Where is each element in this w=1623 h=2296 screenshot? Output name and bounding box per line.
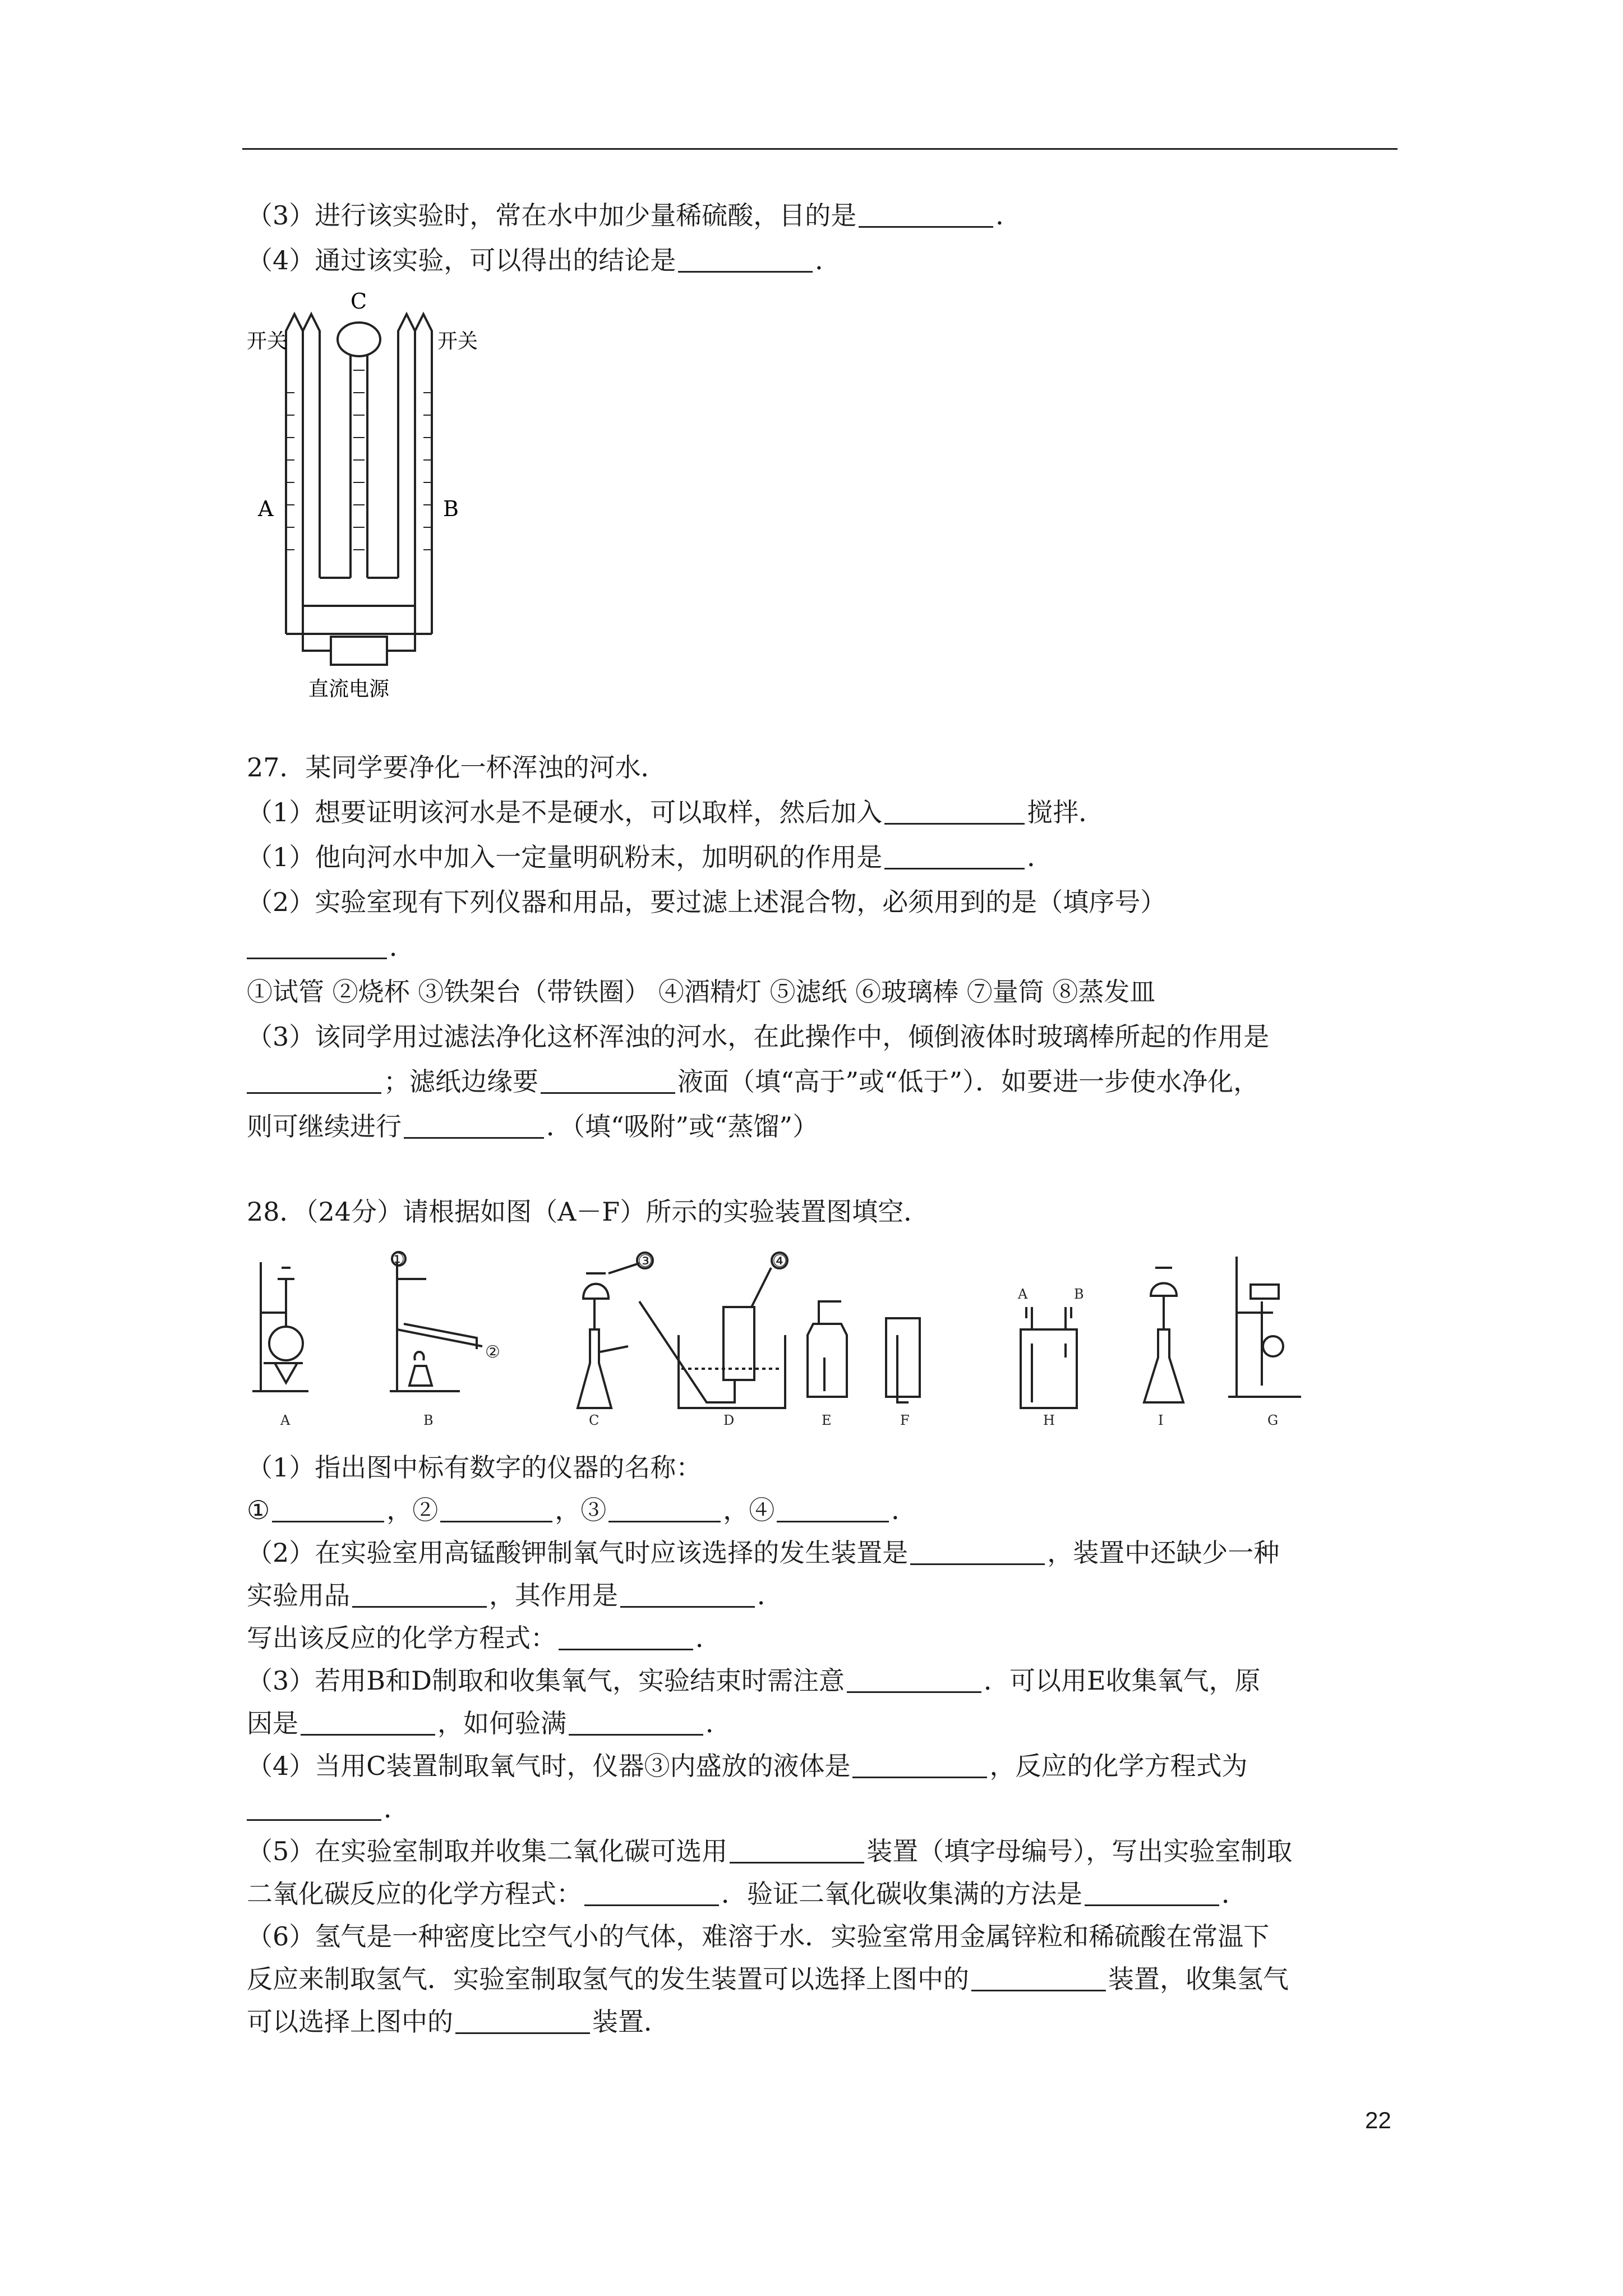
- answer-blank[interactable]: [272, 1495, 384, 1522]
- apparatus-label-i: I: [1158, 1412, 1164, 1428]
- q28-part6c: 可以选择上图中的 装置．: [247, 2007, 670, 2037]
- answer-blank[interactable]: [584, 1879, 719, 1906]
- apparatus-label-a: A: [280, 1412, 291, 1428]
- answer-blank[interactable]: [910, 1538, 1045, 1565]
- label-power-supply: 直流电源: [308, 678, 390, 701]
- answer-blank[interactable]: [859, 200, 993, 228]
- answer-blank[interactable]: [352, 1580, 487, 1608]
- answer-blank[interactable]: [884, 797, 1025, 825]
- q27-title: 27．某同学要净化一杯浑浊的河水．: [247, 752, 667, 783]
- answer-blank[interactable]: [569, 1708, 703, 1736]
- q28-part6b: 反应来制取氢气．实验室制取氢气的发生装置可以选择上图中的 装置，收集氢气: [247, 1964, 1289, 1994]
- label-switch-right: 开关: [437, 330, 478, 353]
- q28-part5a: （5）在实验室制取并收集二氧化碳可选用 装置（填字母编号），写出实验室制取: [247, 1836, 1293, 1866]
- answer-blank[interactable]: [608, 1495, 721, 1522]
- q27-part2-answer: ．: [247, 924, 1396, 969]
- q28-part2c: 写出该反应的化学方程式： ．: [247, 1623, 721, 1653]
- apparatus-label-c: C: [589, 1412, 600, 1428]
- answer-blank[interactable]: [1085, 1879, 1219, 1906]
- q28-part5b: 二氧化碳反应的化学方程式： ．验证二氧化碳收集满的方法是 ．: [247, 1879, 1247, 1909]
- q28-part1: （1）指出图中标有数字的仪器的名称：: [247, 1452, 702, 1483]
- circled-label-2: ②: [485, 1342, 500, 1362]
- q27-part3a: （3）该同学用过滤法净化这杯浑浊的河水，在此操作中，倾倒液体时玻璃棒所起的作用是: [247, 1022, 1270, 1052]
- circled-label-3: ③: [638, 1251, 653, 1271]
- apparatus-label-d: D: [723, 1412, 735, 1428]
- h-port-label-a: A: [1018, 1286, 1028, 1302]
- header-rule: [242, 148, 1398, 150]
- answer-blank[interactable]: [455, 2007, 590, 2034]
- answer-blank[interactable]: [971, 1964, 1106, 1991]
- q28-part2b: 实验用品 ，其作用是 ．: [247, 1580, 783, 1611]
- answer-blank[interactable]: [620, 1580, 755, 1608]
- q27-part1b: （1）他向河水中加入一定量明矾粉末，加明矾的作用是 ．: [247, 842, 1053, 872]
- q28-part6a: （6）氢气是一种密度比空气小的气体，难溶于水．实验室常用金属锌粒和稀硫酸在常温下: [247, 1921, 1270, 1952]
- answer-blank[interactable]: [559, 1623, 693, 1650]
- q27-part3b: ；滤纸边缘要 液面（填“高于”或“低于”）．如要进一步使水净化，: [247, 1059, 1396, 1104]
- q28-part1-answers: ① ，② ，③ ，④ ．: [247, 1495, 917, 1525]
- q26-part4: （4）通过该实验，可以得出的结论是 ．: [247, 245, 841, 275]
- answer-blank[interactable]: [730, 1836, 864, 1864]
- answer-blank[interactable]: [852, 1751, 987, 1778]
- q27-part1a: （1）想要证明该河水是不是硬水，可以取样，然后加入 搅拌．: [247, 797, 1105, 827]
- lab-apparatus-figure: [247, 1245, 1380, 1436]
- circled-label-1: ①: [390, 1250, 405, 1269]
- q26-part3: （3）进行该实验时，常在水中加少量稀硫酸，目的是 ．: [247, 200, 1022, 231]
- q28-part4a: （4）当用C装置制取氧气时，仪器③内盛放的液体是 ，反应的化学方程式为: [247, 1751, 1248, 1781]
- q28-part4b: ．: [247, 1786, 1396, 1831]
- q28-part3a: （3）若用B和D制取和收集氧气，实验结束时需注意 ．可以用E收集氧气，原: [247, 1665, 1261, 1696]
- electrolysis-apparatus-figure: [247, 292, 494, 707]
- q28-title: 28．（24分）请根据如图（A－F）所示的实验装置图填空．: [247, 1197, 930, 1227]
- answer-blank[interactable]: [541, 1066, 675, 1094]
- apparatus-label-f: F: [900, 1412, 910, 1428]
- answer-blank[interactable]: [247, 1793, 381, 1821]
- label-c: C: [351, 292, 367, 314]
- label-switch-left: 开关: [247, 330, 288, 353]
- q27-part3c: 则可继续进行 ．（填“吸附”或“蒸馏”）: [247, 1111, 819, 1142]
- answer-blank[interactable]: [440, 1495, 552, 1522]
- answer-blank[interactable]: [847, 1665, 981, 1693]
- apparatus-label-e: E: [822, 1412, 832, 1428]
- apparatus-label-h: H: [1043, 1412, 1055, 1428]
- h-port-label-b: B: [1074, 1286, 1084, 1302]
- q28-part3b: 因是 ，如何验满 ．: [247, 1708, 731, 1738]
- circled-label-4: ④: [772, 1251, 787, 1271]
- answer-blank[interactable]: [884, 842, 1025, 869]
- label-b: B: [443, 496, 459, 521]
- apparatus-label-b: B: [423, 1412, 434, 1428]
- q27-options: ①试管 ②烧杯 ③铁架台（带铁圈） ④酒精灯 ⑤滤纸 ⑥玻璃棒 ⑦量筒 ⑧蒸发皿: [247, 977, 1156, 1007]
- page-number: 22: [1365, 2107, 1391, 2133]
- answer-blank[interactable]: [678, 245, 813, 273]
- answer-blank[interactable]: [247, 1066, 381, 1094]
- apparatus-label-g: G: [1267, 1412, 1279, 1428]
- answer-blank[interactable]: [404, 1111, 544, 1139]
- answer-blank[interactable]: [247, 932, 387, 959]
- q28-part2a: （2）在实验室用高锰酸钾制氧气时应该选择的发生装置是 ，装置中还缺少一种: [247, 1538, 1280, 1568]
- answer-blank[interactable]: [301, 1708, 435, 1736]
- q27-part2: （2）实验室现有下列仪器和用品，要过滤上述混合物，必须用到的是（填序号）: [247, 887, 1166, 917]
- label-a: A: [258, 496, 274, 521]
- answer-blank[interactable]: [777, 1495, 889, 1522]
